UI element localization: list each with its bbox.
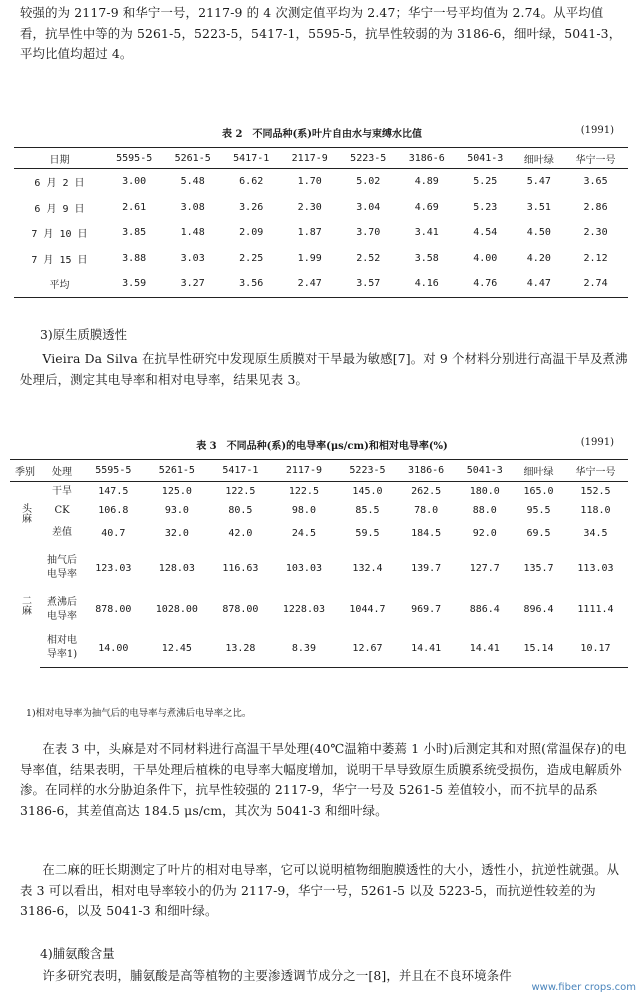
table3-treatment-cell: 煮沸后电导率 xyxy=(47,596,77,622)
table2-cell: 3.85 xyxy=(122,227,147,239)
table3-cell: 180.0 xyxy=(469,486,500,497)
table2-cell: 6 月 9 日 xyxy=(34,203,85,215)
table3-cell: 93.0 xyxy=(164,505,189,516)
table2-cell: 4.54 xyxy=(473,227,498,239)
table2-cell: 2.30 xyxy=(583,227,608,239)
table3-row xyxy=(10,482,628,502)
table3-cell: 113.03 xyxy=(577,562,614,574)
table2-cell: 3.70 xyxy=(356,227,381,239)
table3-cell: 127.7 xyxy=(469,562,500,574)
table3-cell: 123.03 xyxy=(95,562,132,574)
table3-cell: 40.7 xyxy=(101,527,126,539)
table2-cell: 3.08 xyxy=(180,201,205,213)
table3-cell: 59.5 xyxy=(355,527,380,539)
col-header: 细叶绿 xyxy=(515,148,564,169)
table3-cell: 132.4 xyxy=(352,562,383,574)
table2-cell: 1.87 xyxy=(297,227,322,239)
table3-cell: 1044.7 xyxy=(349,604,386,615)
table3-cell: 88.0 xyxy=(472,505,497,516)
table2-cell: 3.57 xyxy=(339,271,398,297)
table2-row xyxy=(14,195,628,221)
section3-heading: 3)原生质膜透性 xyxy=(40,327,128,342)
table3-treatment-cell: 相对电导率1) xyxy=(40,629,84,668)
watermark: www.fiber crops.com xyxy=(531,982,636,993)
table2-cell: 5.48 xyxy=(180,176,205,188)
col-header: 华宁一号 xyxy=(563,460,628,482)
paragraph-5: 许多研究表明，脯氨酸是高等植物的主要渗透调节成分之一[8]，并且在不良环境条件 xyxy=(42,968,512,983)
table3-cell: 103.03 xyxy=(285,562,322,574)
table2-cell: 5.47 xyxy=(526,176,551,188)
col-header: 2117-9 xyxy=(280,148,339,169)
table2-cell: 3.58 xyxy=(414,252,439,264)
table2-caption xyxy=(16,125,628,140)
table2-row xyxy=(14,169,628,195)
paragraph-2: Vieira Da Silva 在抗旱性研究中发现原生质膜对干旱最为敏感[7]。对 9 个材料分别进行高温干旱及煮沸处理后，测定其电导率和相对电导率，结果见表 3。 xyxy=(20,351,628,387)
table2-cell: 1.70 xyxy=(297,176,322,188)
table3-year: (1991) xyxy=(580,437,614,448)
col-header: 5041-3 xyxy=(456,148,515,169)
table3-cell: 15.14 xyxy=(514,629,563,668)
col-header: 处理 xyxy=(40,460,84,482)
group-label: 头麻 xyxy=(19,502,31,523)
table3-cell: 118.0 xyxy=(580,505,611,516)
table2-cell: 4.89 xyxy=(414,176,439,188)
table2-cell: 3.27 xyxy=(163,271,222,297)
table2-cell: 3.03 xyxy=(180,252,205,264)
table2-row xyxy=(14,246,628,272)
table3-cell: 125.0 xyxy=(161,486,192,497)
table3-cell: 969.7 xyxy=(411,604,442,615)
table3-cell: 14.41 xyxy=(397,629,456,668)
table3-cell: 1228.03 xyxy=(282,604,326,615)
table3-cell: 1028.00 xyxy=(155,604,198,615)
table2-cell: 4.76 xyxy=(456,271,515,297)
table2-cell: 3.65 xyxy=(583,176,608,188)
table3-caption xyxy=(16,437,628,452)
intro-paragraph: 较强的为 2117-9 和华宁一号，2117-9 的 4 次测定值平均为 2.47；华宁一号平均值为 2.74。从平均值看，抗旱性中等的为 5261-5，5223-5，5417-1，5595-5，抗旱性较弱的为 3186-6，细叶绿，5041-3，平均比值均超过 4。 xyxy=(20,5,622,61)
table2-cell: 3.59 xyxy=(105,271,164,297)
col-header: 5417-1 xyxy=(222,148,281,169)
table3-treatment-cell: 差值 xyxy=(52,527,72,538)
table2-year: (1991) xyxy=(580,125,614,136)
paragraph-3: 在表 3 中，头麻是对不同材料进行高温干旱处理(40℃温箱中萎蔫 1 小时)后测定其和对照(常温保存)的电导率值，结果表明，干旱处理后植株的电导率大幅度增加，说明干旱导致原生质膜系统受损伤，造成电解质外渗。在同样的水分胁迫条件下，抗旱性较强的 2117-9，华宁一号及 5261-5 差值较小，而不抗旱的品系 3186-6，其差值高达 184.5 μs/cm，其次为 5041-3 和细叶绿。 xyxy=(20,741,627,818)
col-header: 5223-5 xyxy=(338,460,397,482)
col-header: 5223-5 xyxy=(339,148,398,169)
table3-cell: 12.67 xyxy=(338,629,397,668)
table3-group-second-cut xyxy=(10,546,40,668)
section4-heading: 4)脯氨酸含量 xyxy=(40,946,115,961)
col-header: 2117-9 xyxy=(270,460,338,482)
table3-cell: 128.03 xyxy=(158,562,195,574)
table2-cell: 3.00 xyxy=(122,176,147,188)
table3-cell: 262.5 xyxy=(411,486,442,497)
table3-cell: 116.63 xyxy=(222,562,259,574)
table3-row xyxy=(10,629,628,668)
table2-title: 表 2 不同品种(系)叶片自由水与束缚水比值 xyxy=(222,129,422,140)
table2-cell: 2.52 xyxy=(356,252,381,264)
table2-cell: 4.69 xyxy=(414,201,439,213)
col-header: 3186-6 xyxy=(397,460,456,482)
col-header: 季别 xyxy=(10,460,40,482)
table3-cell: 165.0 xyxy=(523,486,554,497)
table2-cell: 1.48 xyxy=(180,227,205,239)
table3-cell: 8.39 xyxy=(270,629,338,668)
table3-treatment-cell: 干旱 xyxy=(52,485,72,497)
col-header: 5417-1 xyxy=(211,460,270,482)
table3-cell: 184.5 xyxy=(411,527,442,539)
table2-cell: 4.50 xyxy=(526,227,551,239)
table3-cell: 878.00 xyxy=(222,604,259,615)
table3-cell: 42.0 xyxy=(228,527,253,539)
col-header: 5595-5 xyxy=(84,460,143,482)
table2-cell: 5.02 xyxy=(356,176,381,188)
table3-group-first-cut xyxy=(10,482,40,547)
table2-cell: 2.12 xyxy=(583,252,608,264)
table3-cell: 10.17 xyxy=(563,629,628,668)
table3-cell: 95.5 xyxy=(526,505,551,516)
table2-cell: 3.88 xyxy=(122,252,147,264)
table2-row xyxy=(14,271,628,297)
col-header: 5041-3 xyxy=(455,460,514,482)
table3-cell: 34.5 xyxy=(583,527,608,539)
table3-cell: 24.5 xyxy=(291,527,316,539)
table2-cell: 2.74 xyxy=(563,271,628,297)
table3-cell: 145.0 xyxy=(352,486,383,497)
table3-cell: 106.8 xyxy=(98,505,129,516)
table2 xyxy=(14,147,628,298)
table3-cell: 14.41 xyxy=(455,629,514,668)
col-header: 5261-5 xyxy=(163,148,222,169)
table2-cell: 3.26 xyxy=(239,201,264,213)
table2-cell: 2.47 xyxy=(280,271,339,297)
table3 xyxy=(10,459,628,668)
table2-cell: 4.00 xyxy=(473,252,498,264)
table3-cell: 98.0 xyxy=(291,505,316,516)
table2-cell: 4.16 xyxy=(398,271,457,297)
col-header: 日期 xyxy=(14,148,105,169)
table3-cell: 122.5 xyxy=(288,486,319,497)
table3-cell: 122.5 xyxy=(225,486,256,497)
table3-cell: 896.4 xyxy=(523,604,554,615)
table2-cell: 5.25 xyxy=(473,176,498,188)
table3-cell: 92.0 xyxy=(472,527,497,539)
group-label: 二麻 xyxy=(19,595,31,616)
table3-cell: 13.28 xyxy=(211,629,270,668)
table3-cell: 1111.4 xyxy=(577,604,614,615)
col-header: 3186-6 xyxy=(398,148,457,169)
table3-cell: 14.00 xyxy=(84,629,143,668)
table2-cell: 3.41 xyxy=(414,227,439,239)
table2-cell: 平均 xyxy=(14,271,105,297)
table3-cell: 152.5 xyxy=(580,486,611,497)
table3-treatment-cell: 抽气后电导率 xyxy=(47,555,77,580)
table3-cell: 135.7 xyxy=(523,562,554,574)
table2-row xyxy=(14,220,628,246)
table2-cell: 3.56 xyxy=(222,271,281,297)
table3-header-row xyxy=(10,460,628,482)
table2-cell: 3.04 xyxy=(356,201,381,213)
table3-treatment-cell: CK xyxy=(54,504,70,516)
table3-cell: 139.7 xyxy=(411,562,442,574)
table2-cell: 3.51 xyxy=(526,201,551,213)
table2-cell: 2.25 xyxy=(239,252,264,264)
table3-cell: 12.45 xyxy=(143,629,211,668)
table2-header-row xyxy=(14,148,628,169)
table2-cell: 4.47 xyxy=(515,271,564,297)
table3-row xyxy=(10,590,628,629)
table2-cell: 2.30 xyxy=(297,201,322,213)
table3-cell: 69.5 xyxy=(526,527,551,539)
table3-cell: 80.5 xyxy=(228,505,253,516)
table3-cell: 878.00 xyxy=(95,604,132,615)
table3-row xyxy=(10,546,628,590)
col-header: 5595-5 xyxy=(105,148,164,169)
table2-cell: 2.86 xyxy=(583,201,608,213)
table3-row xyxy=(10,520,628,546)
table3-cell: 886.4 xyxy=(469,604,500,615)
table2-cell: 2.09 xyxy=(239,227,264,239)
col-header: 华宁一号 xyxy=(563,148,628,169)
table3-footnote: 1)相对电导率为抽气后的电导率与煮沸后电导率之比。 xyxy=(26,708,252,719)
table3-cell: 147.5 xyxy=(98,486,129,497)
table3-row xyxy=(10,501,628,520)
table2-cell: 7 月 10 日 xyxy=(31,229,88,241)
table2-cell: 5.23 xyxy=(473,201,498,213)
table2-cell: 4.20 xyxy=(526,252,551,264)
table3-cell: 85.5 xyxy=(355,505,380,516)
table2-cell: 1.99 xyxy=(297,252,322,264)
table2-cell: 7 月 15 日 xyxy=(31,254,88,266)
table2-cell: 2.61 xyxy=(122,201,147,213)
table3-cell: 32.0 xyxy=(164,527,189,539)
table3-cell: 78.0 xyxy=(414,505,439,516)
table2-cell: 6.62 xyxy=(239,176,264,188)
table3-title: 表 3 不同品种(系)的电导率(μs/cm)和相对电导率(%) xyxy=(196,441,448,452)
table2-cell: 6 月 2 日 xyxy=(34,178,85,190)
col-header: 细叶绿 xyxy=(514,460,563,482)
paragraph-4: 在二麻的旺长期测定了叶片的相对电导率，它可以说明植物细胞膜透性的大小，透性小，抗逆性就强。从表 3 可以看出，相对电导率较小的仍为 2117-9，华宁一号，5261-5 以及 5223-5，而抗逆性较差的为 3186-6，以及 5041-3 和细叶绿。 xyxy=(20,862,620,918)
col-header: 5261-5 xyxy=(143,460,211,482)
